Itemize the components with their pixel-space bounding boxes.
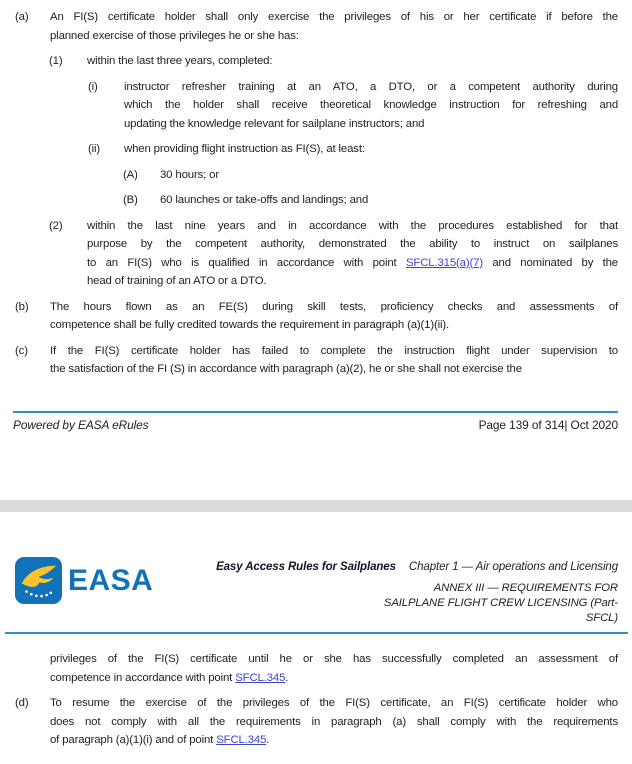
text-line: If the FI(S) certificate holder has failed to complete the instruction flight under supervision to (50, 344, 618, 357)
page-footer (13, 411, 618, 432)
item-label: (1) (49, 55, 63, 67)
link-sfcl-345[interactable]: SFCL.345 (216, 734, 267, 746)
item-label: (A) (123, 168, 138, 181)
document-title: Easy Access Rules for Sailplanes (216, 561, 396, 573)
page-number-text: Page 139 of 314| Oct 2020 (478, 418, 618, 432)
chapter-title: Chapter 1 — Air operations and Licensing (408, 561, 618, 573)
page-header (216, 561, 618, 626)
easa-bird-icon (15, 557, 62, 604)
paragraph-a1iiA (0, 166, 632, 185)
easa-logo (15, 557, 153, 604)
text-line: 60 launches or take-offs and landings; and (160, 194, 369, 206)
paragraph-a1 (0, 52, 632, 71)
text-line: The hours flown as an FE(S) during skill tests, proficiency checks and assessments of (50, 300, 618, 313)
paragraph-d (0, 694, 632, 750)
text-line: to an FI(S) who is qualified in accordance with point SFCL.315(a)(7) and nominated by the (87, 256, 618, 269)
text-line: An FI(S) certificate holder shall only exercise the privileges of his or her certificate if before the (50, 11, 618, 23)
item-label: (ii) (88, 143, 101, 155)
text-line: the satisfaction of the FI (S) in accordance with paragraph (a)(2), he or she shall not exercise the (50, 363, 522, 375)
text-line: which the holder shall receive theoretical knowledge instruction for refreshing and (124, 99, 618, 111)
page-1-body (0, 0, 632, 379)
page-2 (0, 512, 632, 764)
text-line: does not comply with all the requirements in paragraph (a) shall comply with the requirements (50, 715, 618, 728)
text-line: competence shall be fully credited towards the requirement in paragraph (a)(1)(ii). (50, 319, 450, 331)
item-label: (d) (15, 697, 29, 709)
text-line: updating the knowledge relevant for sailplane instructors; and (124, 117, 425, 130)
item-label: (i) (88, 80, 98, 93)
text-line: head of training of an ATO or a DTO. (87, 275, 267, 287)
text-line: instructor refresher training at an ATO, a DTO, or a competent authority during (124, 80, 618, 93)
paragraph-a1iiB (0, 191, 632, 210)
item-label: (B) (123, 194, 138, 206)
text-line: purpose by the competent authority, demonstrated the ability to instruct on sailplanes (87, 238, 618, 250)
text-line: of paragraph (a)(1)(i) and of point SFCL.345. (50, 734, 270, 746)
header-rule (5, 632, 628, 634)
link-sfcl-315a7[interactable]: SFCL.315(a)(7) (405, 256, 483, 269)
paragraph-b (0, 298, 632, 335)
text-line: competence in accordance with point SFCL.345. (50, 671, 289, 684)
powered-by-text: Powered by EASA eRules (13, 418, 149, 432)
text-line: To resume the exercise of the privileges of the FI(S) certificate, an FI(S) certificate holder who (50, 697, 618, 709)
paragraph-a (0, 8, 632, 45)
easa-logo-text: EASA (68, 563, 154, 597)
page-2-body (0, 650, 632, 757)
item-label: (2) (49, 219, 63, 232)
text-line: privileges of the FI(S) certificate until he or she has successfully completed an assessment of (50, 653, 618, 665)
text-line: within the last nine years and in accordance with the procedures established for that (87, 219, 618, 232)
item-label: (b) (15, 300, 29, 313)
paragraph-c (0, 342, 632, 379)
paragraph-a1ii (0, 140, 632, 159)
item-label: (c) (15, 344, 28, 357)
text-line: 30 hours; or (160, 168, 219, 181)
text-line: when providing flight instruction as FI(S), at least: (124, 143, 365, 155)
paragraph-a1i (0, 78, 632, 134)
paragraph-a2 (0, 217, 632, 291)
item-label: (a) (15, 11, 29, 23)
page-separator (0, 500, 632, 512)
text-line: planned exercise of those privileges he or she has: (50, 29, 299, 42)
link-sfcl-345[interactable]: SFCL.345 (235, 671, 286, 684)
text-line: within the last three years, completed: (87, 55, 273, 67)
paragraph-c-continued (0, 650, 632, 687)
annex-title: ANNEX III — REQUIREMENTS FOR SAILPLANE FLIGHT CREW LICENSING (Part- SFCL) (383, 582, 618, 624)
